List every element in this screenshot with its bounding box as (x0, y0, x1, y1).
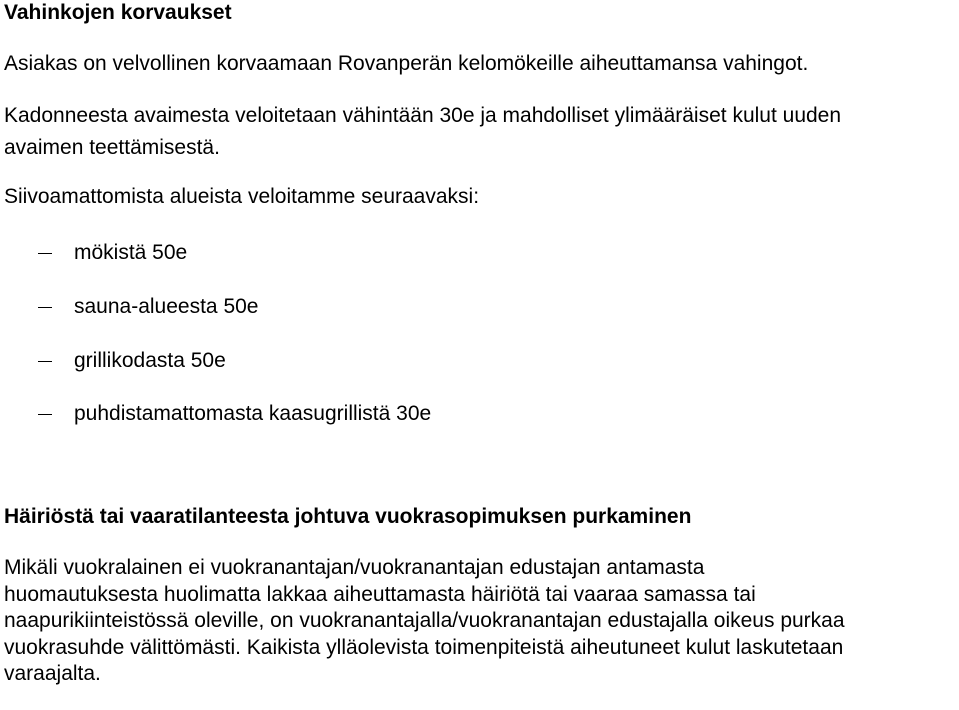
paragraph-line: varaajalta. (4, 662, 101, 685)
paragraph-cleaning-intro: Siivoamattomista alueista veloitamme seuraavaksi: (4, 185, 480, 208)
list-item (4, 348, 704, 374)
list-item-text: grillikodasta 50e (74, 349, 226, 372)
paragraph-line: Mikäli vuokralainen ei vuokranantajan/vuokranantajan edustajan antamasta (4, 556, 705, 579)
paragraph-line: naapurikiinteistössä oleville, on vuokranantajalla/vuokranantajan edustajalla oikeus purkaa (4, 609, 845, 632)
list-item-text: sauna-alueesta 50e (74, 295, 259, 318)
dash-bullet-icon (38, 253, 52, 254)
list-item-text: mökistä 50e (74, 241, 188, 264)
list-item (4, 401, 704, 427)
list-item (4, 294, 704, 320)
dash-bullet-icon (38, 307, 52, 308)
section-heading-damages: Vahinkojen korvaukset (4, 1, 232, 24)
section-heading-termination: Häiriöstä tai vaaratilanteesta johtuva vuokrasopimuksen purkaminen (4, 505, 692, 528)
paragraph-termination (4, 555, 845, 688)
paragraph-liability: Asiakas on velvollinen korvaamaan Rovanperän kelomökeille aiheuttamansa vahingot. (4, 52, 809, 75)
paragraph-line: vuokrasuhde välittömästi. Kaikista ylläolevista toimenpiteistä aiheutuneet kulut laskutetaan (4, 635, 844, 659)
dash-bullet-icon (38, 414, 52, 415)
paragraph-line: huomautuksesta huolimatta lakkaa aiheuttamasta häiriötä tai vaaraa samassa tai (4, 582, 756, 606)
paragraph-line: Kadonneesta avaimesta veloitetaan vähintään 30e ja mahdolliset ylimääräiset kulut uuden (4, 104, 842, 127)
dash-bullet-icon (38, 361, 52, 362)
paragraph-line: avaimen teettämisestä. (4, 135, 220, 159)
list-item-text: puhdistamattomasta kaasugrillistä 30e (74, 402, 432, 425)
paragraph-lost-key (4, 100, 841, 163)
list-item (4, 240, 704, 266)
